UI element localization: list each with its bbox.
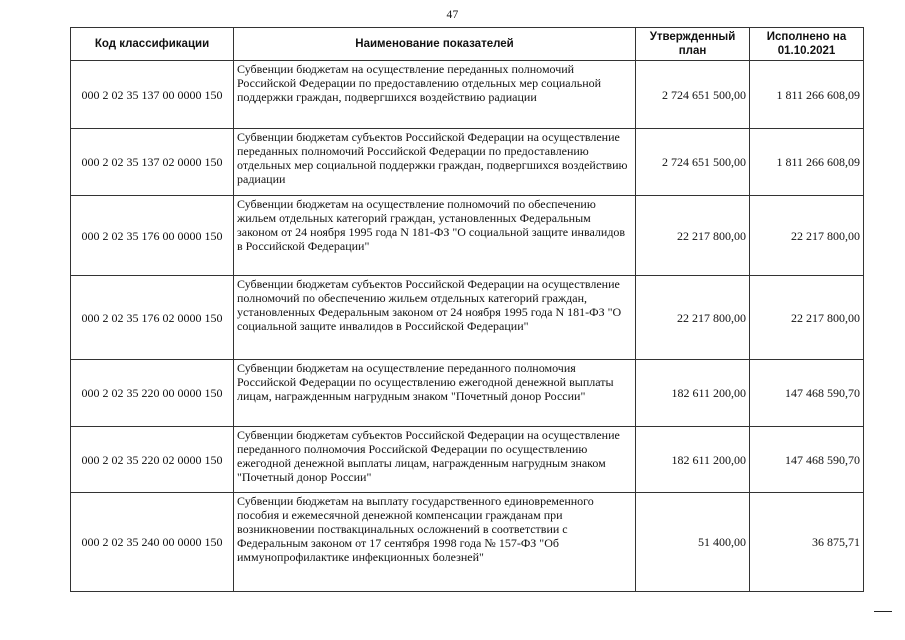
classification-code: 000 2 02 35 137 00 0000 150 [71, 61, 234, 129]
header-plan: Утвержденный план [636, 28, 750, 61]
classification-code: 000 2 02 35 220 02 0000 150 [71, 427, 234, 493]
classification-code: 000 2 02 35 176 00 0000 150 [71, 196, 234, 276]
indicator-name: Субвенции бюджетам на осуществление переданных полномочий Российской Федерации по предоставлению отдельных мер социальной поддержки граждан, подвергшихся воздействию радиации [234, 61, 636, 129]
approved-plan: 22 217 800,00 [636, 196, 750, 276]
executed-amount: 147 468 590,70 [750, 427, 864, 493]
executed-amount: 36 875,71 [750, 493, 864, 592]
executed-amount: 22 217 800,00 [750, 276, 864, 360]
header-code: Код классификации [71, 28, 234, 61]
indicator-name: Субвенции бюджетам на осуществление полномочий по обеспечению жильем отдельных категорий граждан, установленных Федеральным законом от 24 ноября 1995 года N 181-ФЗ "О социальной защите инвалидов в Российской Федерации" [234, 196, 636, 276]
table-row [71, 493, 864, 592]
approved-plan: 51 400,00 [636, 493, 750, 592]
classification-code: 000 2 02 35 137 02 0000 150 [71, 129, 234, 196]
executed-amount: 22 217 800,00 [750, 196, 864, 276]
header-name: Наименование показателей [234, 28, 636, 61]
header-row [71, 28, 864, 61]
table-row [71, 360, 864, 427]
table-row [71, 276, 864, 360]
page-number: 47 [446, 9, 459, 21]
table-row [71, 61, 864, 129]
page-edge-mark [874, 611, 892, 612]
approved-plan: 182 611 200,00 [636, 360, 750, 427]
indicator-name: Субвенции бюджетам на выплату государственного единовременного пособия и ежемесячной денежной компенсации гражданам при возникновении поствакцинальных осложнений в соответствии с Федеральным законом от 17 сентября 1998 года № 157-ФЗ "Об иммунопрофилактике инфекционных болезней" [234, 493, 636, 592]
classification-code: 000 2 02 35 176 02 0000 150 [71, 276, 234, 360]
indicator-name: Субвенции бюджетам субъектов Российской Федерации на осуществление переданных полномочий Российской Федерации по предоставлению отдельных мер социальной поддержки граждан, подвергшихся воздействию радиации [234, 129, 636, 196]
executed-amount: 1 811 266 608,09 [750, 61, 864, 129]
approved-plan: 182 611 200,00 [636, 427, 750, 493]
approved-plan: 2 724 651 500,00 [636, 61, 750, 129]
indicator-name: Субвенции бюджетам субъектов Российской Федерации на осуществление переданного полномочия Российской Федерации по осуществлению ежегодной денежной выплаты лицам, награжденным нагрудным знаком "Почетный донор России" [234, 427, 636, 493]
header-executed: Исполнено на 01.10.2021 [750, 28, 864, 61]
table-row [71, 427, 864, 493]
indicator-name: Субвенции бюджетам субъектов Российской Федерации на осуществление полномочий по обеспечению жильем отдельных категорий граждан, установленных Федеральным законом от 24 ноября 1995 года N 181-ФЗ "О социальной защите инвалидов в Российской Федерации" [234, 276, 636, 360]
table-row [71, 129, 864, 196]
approved-plan: 2 724 651 500,00 [636, 129, 750, 196]
indicator-name: Субвенции бюджетам на осуществление переданного полномочия Российской Федерации по осуществлению ежегодной денежной выплаты лицам, награжденным нагрудным знаком "Почетный донор России" [234, 360, 636, 427]
classification-code: 000 2 02 35 240 00 0000 150 [71, 493, 234, 592]
budget-table [70, 27, 864, 592]
classification-code: 000 2 02 35 220 00 0000 150 [71, 360, 234, 427]
executed-amount: 1 811 266 608,09 [750, 129, 864, 196]
table-row [71, 196, 864, 276]
approved-plan: 22 217 800,00 [636, 276, 750, 360]
executed-amount: 147 468 590,70 [750, 360, 864, 427]
